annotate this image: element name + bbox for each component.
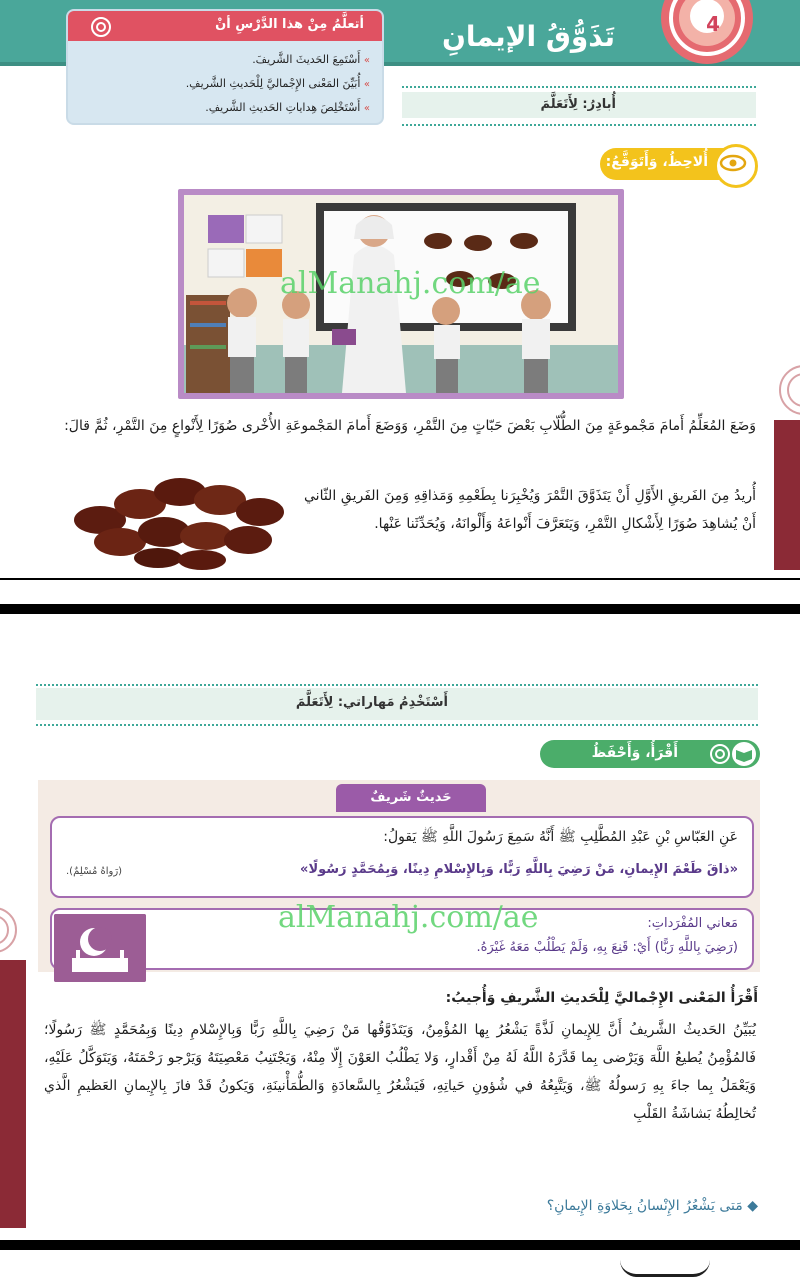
objectives-box <box>66 9 384 125</box>
next-page-title-fragment <box>620 1260 710 1277</box>
watermark: alManahj.com/ae <box>280 266 541 301</box>
read-memorize-pill <box>540 740 760 768</box>
skills-divider-top <box>36 684 758 686</box>
hadith-box <box>50 816 754 898</box>
side-ornament <box>774 360 800 420</box>
meaning-paragraph: يُبَيِّنُ الحَديثُ الشَّريفُ أَنَّ لِلإِيمانِ لَذَّةً يَشْعُرُ بِها المُؤْمِنُ، وَيَتَذَوَّقُها مَنْ رَضِيَ بِاللَّهِ رَبًّا وَبِالإِسْلامِ دِينًا وَبِمُحَمَّدٍ ﷺ رَسُولًا؛ فَالمُؤْمِنُ يُطيعُ اللَّهَ وَيَرْضى بِما قَدَّرَهُ اللَّهُ لَهُ مِنْ أَقْدارٍ، وَلا يَطْلُبُ العَوْنَ إِلّا مِنْهُ، وَيَجْتَنِبُ مَعْصِيَتَهُ وَيَرْجو رَحْمَتَهُ، وَيَتَوَكَّلُ عَلَيْهِ، وَيَعْمَلُ بِما جاءَ بِهِ رَسولُهُ ﷺ، وَيَتَّبِعُهُ في شُؤونِ حَياتِهِ، فَيَشْعُرُ بِالسَّعادَةِ وَالطُّمَأْنينَةِ، وَيَكونُ قَدْ فازَ بِالإِيمانِ العَظيمِ الَّذي تُخالِطُهُ بَشاشَةُ القَلْبِ <box>44 1022 756 1122</box>
vocabulary-text: (رَضِيَ بِاللَّهِ رَبًّا) أَيْ: قَنِعَ بِهِ، وَلَمْ يَطْلُبْ مَعَهُ غَيْرَهُ. <box>476 940 738 955</box>
section-divider-bottom <box>402 124 756 126</box>
book-icon <box>704 741 758 767</box>
objective-item <box>205 101 370 114</box>
hadith-source: (رَواهُ مُسْلِمٌ). <box>66 866 123 877</box>
watermark: alManahj.com/ae <box>278 900 539 935</box>
hadith-text: «ذاقَ طَعْمَ الإِيمانِ، مَنْ رَضِيَ بِاللَّهِ رَبًّا، وَبِالإِسْلامِ دِينًا، وَبِمُحَمَّدٍ رَسُولًا» <box>300 862 738 877</box>
section-bar-label: أُبادِرُ: لِأَتَعَلَّمَ <box>540 97 616 112</box>
next-page-start <box>0 1250 800 1280</box>
section-bar <box>402 92 756 118</box>
lesson-number-badge <box>635 0 760 80</box>
eye-icon <box>714 144 758 188</box>
page-divider-bottom <box>0 1240 800 1250</box>
side-decoration <box>774 420 800 570</box>
bullet-arrow-icon: » <box>363 79 370 90</box>
meaning-heading: أَقْرَأُ المَعْنى الإِجْماليَّ لِلْحَديثِ الشَّريفِ وَأُجيبُ: <box>445 990 758 1006</box>
question-text: مَتى يَشْعُرُ الإِنْسانُ بِحَلاوَةِ الإِيمانِ؟ <box>546 1198 743 1214</box>
read-memorize-label: أَقْرَأُ، وَأَحْفَظُ <box>591 745 678 761</box>
skills-bar-label: أَسْتَخْدِمُ مَهاراتي: لِأَتَعَلَّمَ <box>295 695 448 710</box>
section-divider-top <box>402 86 756 88</box>
page-divider <box>0 604 800 614</box>
side-decoration-left <box>0 960 26 1228</box>
swirl-icon <box>90 16 112 38</box>
page-divider-thin <box>0 578 800 580</box>
vocabulary-heading: مَعاني المُفْرَداتِ: <box>647 916 738 931</box>
objective-text: أَسْتَمِعَ الحَديثَ الشَّريفَ. <box>252 53 361 66</box>
teacher-quote: أُريدُ مِنَ الفَريقِ الأَوَّلِ أَنْ يَتَذَوَّقَ التَّمْرَ وَيُخْبِرَنا بِطَعْمِهِ وَمَذاقِهِ وَمِنَ الفَريقِ الثّاني أَنْ يُشاهِدَ صُوَرًا لِأَشْكالِ التَّمْرِ، وَيَتَعَرَّفَ أَنْواعَهُ وَأَلْوانَهُ، وَيُحَدِّثَنا عَنْها. <box>304 488 756 532</box>
observe-pill <box>600 148 756 180</box>
bullet-arrow-icon: » <box>363 55 370 66</box>
objectives-heading: أتعلَّمُ مِنْ هذا الدَّرْسِ أنْ <box>215 17 364 32</box>
mosque-icon <box>54 914 146 982</box>
lesson-number: 4 <box>706 12 720 36</box>
intro-paragraph: وَضَعَ المُعَلِّمُ أَمامَ مَجْموعَةٍ مِنَ الطُّلّابِ بَعْضَ حَبّاتٍ مِنَ التَّمْرِ، وَوَضَعَ أَمامَ المَجْموعَةِ الأُخْرى صُوَرًا لِأَنْواعٍ مِنَ التَّمْرِ، ثُمَّ قالَ: <box>64 418 756 434</box>
hadith-intro: عَنِ العَبّاسِ بْنِ عَبْدِ المُطَّلِبِ ﷺ أَنَّهُ سَمِعَ رَسُولَ اللَّهِ ﷺ يَقولُ: <box>383 829 738 845</box>
objective-text: أَسْتَخْلِصَ هِداياتِ الحَديثِ الشَّريفِ. <box>205 101 361 114</box>
observe-label: أُلاحِظُ، وَأَتَوَقَّعُ: <box>605 154 708 170</box>
bullet-icon: ◆ <box>742 1198 758 1214</box>
question-item <box>547 1198 758 1214</box>
left-ornament <box>0 890 20 970</box>
lesson-title: تَذَوُّقُ الإيمانِ <box>441 20 615 53</box>
skills-divider-bottom <box>36 724 758 726</box>
objective-item <box>252 53 370 66</box>
hadith-tab: حَديثٌ شَريفٌ <box>336 784 486 812</box>
bullet-arrow-icon: » <box>363 103 370 114</box>
objective-text: أُبَيِّنَ المَعْنى الإِجْماليَّ لِلْحَديثِ الشَّريفِ. <box>185 77 361 90</box>
skills-bar <box>36 688 758 720</box>
objective-item <box>186 77 370 90</box>
dates-image <box>60 462 300 570</box>
